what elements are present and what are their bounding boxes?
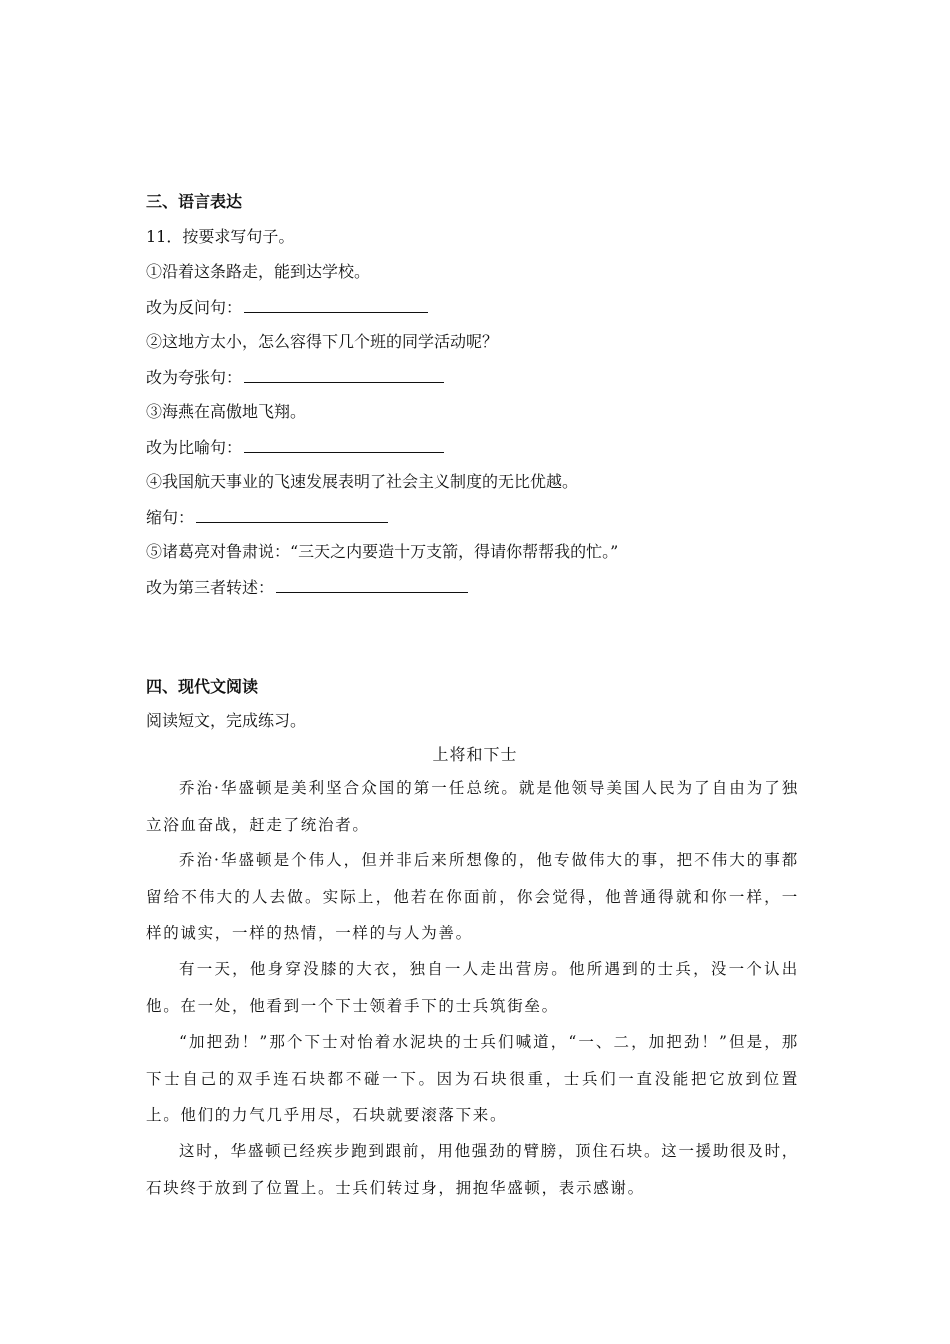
item-5-sentence: ⑤诸葛亮对鲁肃说：“三天之内要造十万支箭，得请你帮帮我的忙。” xyxy=(146,542,619,561)
item-2-answer-line xyxy=(146,367,444,388)
item-2-answer-blank[interactable] xyxy=(244,367,444,383)
reading-intro: 阅读短文，完成练习。 xyxy=(146,711,307,730)
passage-paragraph-1: 乔治·华盛顿是美利坚合众国的第一任总统。就是他领导美国人民为了自由为了独立浴血奋战，赶走了统治者。 xyxy=(146,779,799,834)
item-1-instruction: 改为反问句： xyxy=(146,298,243,317)
item-4-sentence: ④我国航天事业的飞速发展表明了社会主义制度的无比优越。 xyxy=(146,472,579,491)
item-2-instruction: 改为夸张句： xyxy=(146,368,243,387)
question-11: 11．按要求写句子。 xyxy=(146,227,295,246)
item-3-sentence: ③海燕在高傲地飞翔。 xyxy=(146,402,307,421)
item-1-answer-blank[interactable] xyxy=(244,297,428,313)
item-5-answer-line xyxy=(146,577,468,598)
item-3-answer-blank[interactable] xyxy=(244,437,444,453)
item-5-answer-blank[interactable] xyxy=(276,577,468,593)
passage-paragraph-2: 乔治·华盛顿是个伟人，但并非后来所想像的，他专做伟大的事，把不伟大的事都留给不伟大的人去做。实际上，他若在你面前，你会觉得，他普通得就和你一样，一样的诚实，一样的热情，一样的与人为善。 xyxy=(146,851,799,942)
item-4-instruction: 缩句： xyxy=(146,508,195,527)
passage-title: 上将和下士 xyxy=(432,745,518,764)
passage-paragraph-3: 有一天，他身穿没膝的大衣，独自一人走出营房。他所遇到的士兵，没一个认出他。在一处，他看到一个下士领着手下的士兵筑街垒。 xyxy=(146,960,799,1015)
item-4-answer-blank[interactable] xyxy=(196,507,388,523)
section4-heading: 四、现代文阅读 xyxy=(146,677,259,696)
passage-paragraph-4: “加把劲！”那个下士对怡着水泥块的士兵们喊道，“一、二，加把劲！”但是，那下士自己的双手连石块都不碰一下。因为石块很重，士兵们一直没能把它放到位置上。他们的力气几乎用尽，石块就要滚落下来。 xyxy=(146,1033,799,1124)
item-3-answer-line xyxy=(146,437,444,458)
item-5-instruction: 改为第三者转述： xyxy=(146,578,275,597)
passage-paragraph-5: 这时，华盛顿已经疾步跑到跟前，用他强劲的臂膀，顶住石块。这一援助很及时，石块终于放到了位置上。士兵们转过身，拥抱华盛顿，表示感谢。 xyxy=(146,1142,799,1197)
item-2-sentence: ②这地方太小，怎么容得下几个班的同学活动呢？ xyxy=(146,332,499,351)
item-4-answer-line xyxy=(146,507,388,528)
section3-heading: 三、语言表达 xyxy=(146,192,243,211)
item-1-answer-line xyxy=(146,297,428,318)
item-3-instruction: 改为比喻句： xyxy=(146,438,243,457)
item-1-sentence: ①沿着这条路走，能到达学校。 xyxy=(146,262,371,281)
